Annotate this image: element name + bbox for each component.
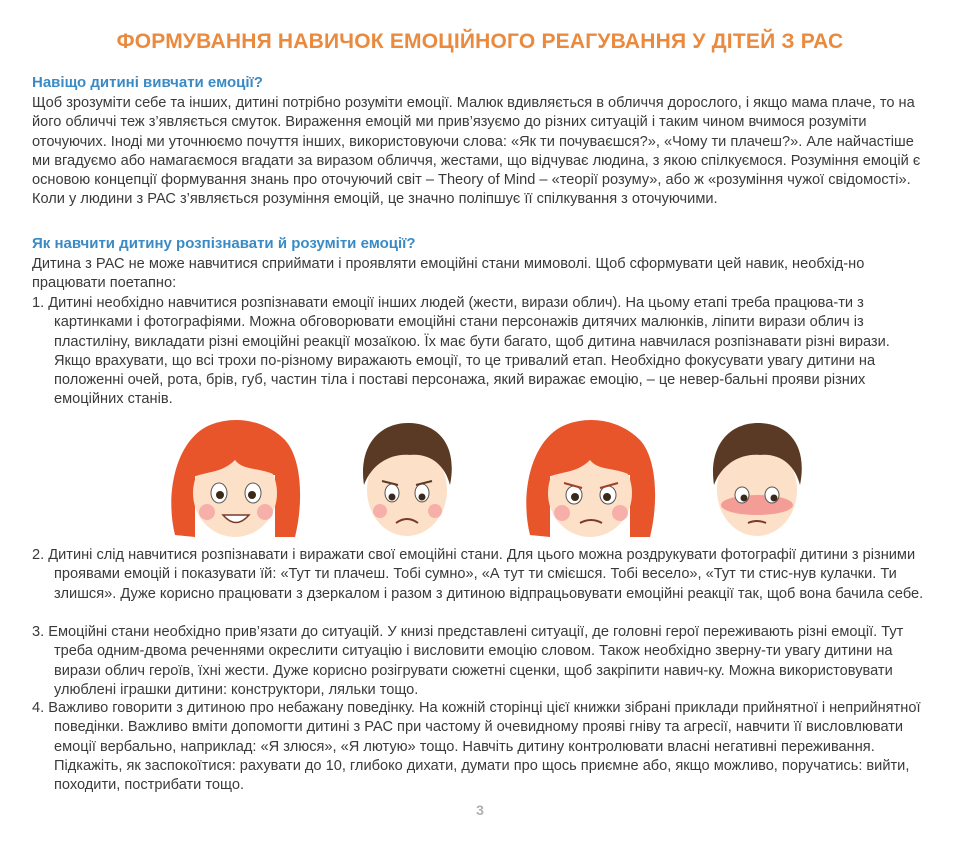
section2-heading: Як навчити дитину розпізнавати й розуміти емоції? (32, 235, 416, 252)
section1-heading: Навіщо дитині вивчати емоції? (32, 74, 263, 91)
list-item-1: 1. Дитині необхідно навчитися розпізнавати емоції інших людей (жести, вирази облич). На цьому етапі треба працюва-ти з картинками і фотографіями. Можна обговорювати емоційні стани персонажів дитячих малюнків, ліпити вирази облич із пластиліну, викладати різні емоційні реакції мозаїкою. Їх має бути багато, щоб дитина навчилася розпізнавати різні вирази. Якщо врахувати, що всі трохи по-різному виражають емоції, то це тривалий етап. Необхідно фокусувати увагу дитини на положенні очей, рота, брів, губ, частин тіла і поставі персонажа, який виражає емоцію, – це невер-бальні прояви різних емоційних станів. (32, 295, 890, 408)
worried-girl-face (520, 415, 660, 545)
section2-intro: Дитина з РАС не може навчитися сприймати і проявляти емоційні стани мимоволі. Щоб сформувати цей навик, необхід-но працювати поетапно: (32, 256, 865, 292)
page-title: ФОРМУВАННЯ НАВИЧОК ЕМОЦІЙНОГО РЕАГУВАННЯ У ДІТЕЙ З РАС (116, 30, 844, 53)
page-number: 3 (476, 802, 484, 818)
emotion-illustrations (0, 415, 960, 550)
list-item-3: 3. Емоційні стани необхідно прив’язати до ситуацій. У книзі представлені ситуації, де головні герої переживають різні емоції. Тут треба одним-двома реченнями окреслити ситуацію і висловити емоцію словом. Також необхідно зверну-ти увагу дитини на вирази облич героїв, їхні жести. Дуже корисно розігрувати сюжетні сценки, щоб закріпити навич-ку. Можна використовувати улюблені іграшки дитини: конструктори, ляльки тощо. (32, 624, 904, 698)
happy-girl-face (165, 415, 305, 545)
list-item-2: 2. Дитині слід навчитися розпізнавати і виражати свої емоційні стани. Для цього можна роздрукувати фотографії дитини з різними проявами емоцій і показувати їй: «Тут ти плачеш. Тобі сумно», «А тут ти смієшся. Тобі весело», «Тут ти стис-нув кулачки. Ти злишся». Дуже корисно працювати з дзеркалом і разом з дитиною відпрацьовувати емоційні реакції так, щоб вона бачила себе. (32, 547, 924, 602)
section1-text: Щоб зрозуміти себе та інших, дитині потрібно розуміти емоції. Малюк вдивляється в обличчя дорослого, і якщо мама плаче, то на його обличчі теж з’являється смуток. Вираження емоцій ми прив’язуємо до різних ситуацій і таким чином вчимося розуміти оточуючих. Іноді ми уточнюємо почуття інших, використовуючи слова: «Як ти почуваєшся?», «Чому ти плачеш?». Але найчастіше ми вгадуємо або намагаємося вгадати за виразом обличчя, жестами, що відчуває людина, з якою спілкуємося. Розуміння емоцій є основою концепції формування знань про оточуючий світ – Theory of Mind – «теорії розуму», або ж «розуміння чужої свідомості». Коли у людини з РАС з’являється розуміння емоцій, це значно поліпшує її спілкування з оточуючими. (32, 95, 921, 208)
sad-boy-face (350, 415, 465, 545)
embarrassed-boy-face (700, 415, 815, 545)
list-item-4: 4. Важливо говорити з дитиною про небажану поведінку. На кожній сторінці цієї книжки зібрані приклади прийнятної і неприйнятної поведінки. Важливо вміти допомогти дитині з РАС при частому й очевидному прояві гніву та агресії, навчити її висловлювати емоції вербально, наприклад: «Я злюся», «Я лютую» тощо. Навчіть дитину контролювати власні негативні переживання. Підкажіть, як заспокоїтися: рахувати до 10, глибоко дихати, думати про щось приємне або, якщо можливо, поручатись: вийти, походити, пострибати тощо. (32, 700, 921, 794)
